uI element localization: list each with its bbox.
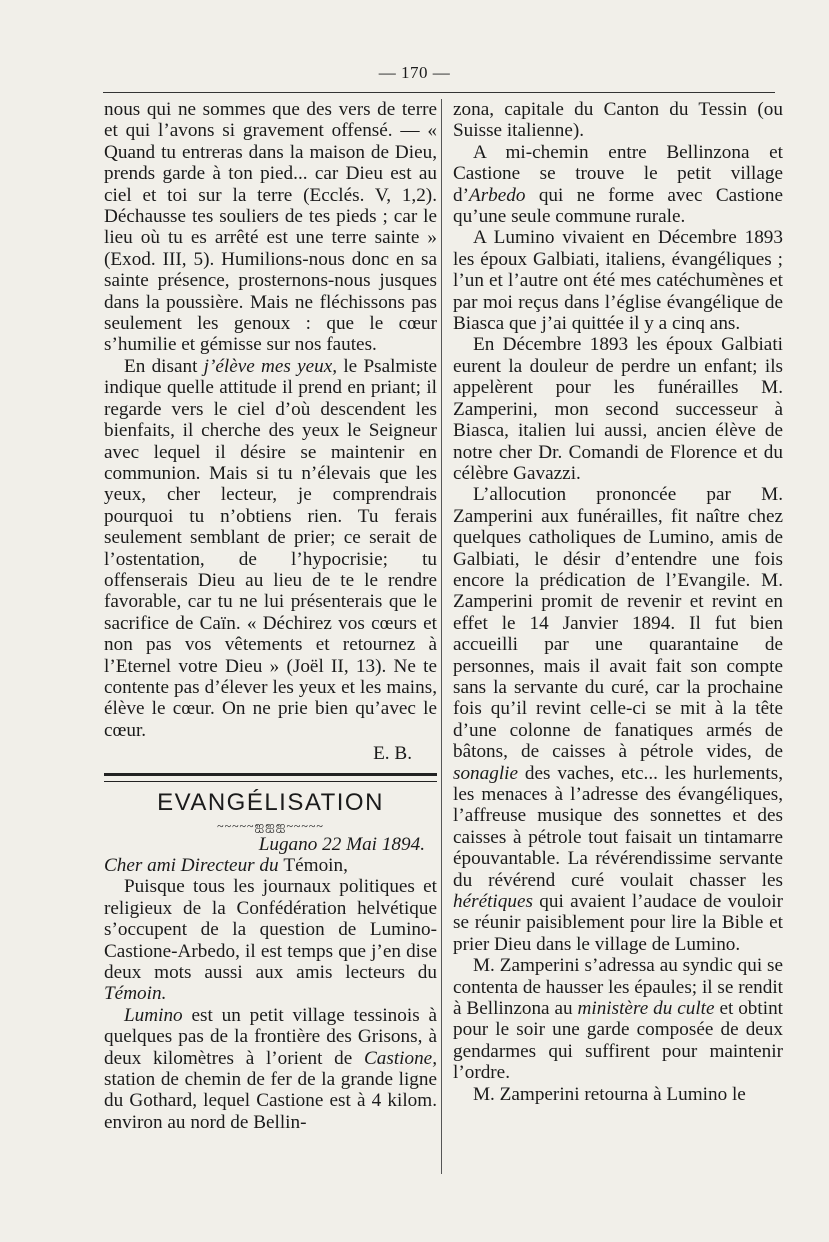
right-paragraph-1: zona, capitale du Canton du Tessin (ou Suisse italienne). [453, 99, 783, 142]
dateline: Lugano 22 Mai 1894. [258, 833, 425, 855]
text-run: En disant [124, 355, 204, 377]
left-paragraph-3 [104, 876, 437, 1004]
italic-run: j’élève mes yeux, [203, 355, 338, 377]
italic-run: ministère du culte [577, 998, 715, 1020]
right-paragraph-6 [453, 955, 783, 1083]
italic-run: hérétiques [453, 891, 533, 913]
text-run: M. Zamperini s’adressa au syndic qui se contenta de hausser les épaules; il se rendit à Bellinzona au [453, 955, 783, 1020]
text-run: est un petit village tessinois à quelques pas de la frontière des Grisons, à deux kilomètres à l’orient de [104, 1004, 437, 1069]
text-run: L’allocution prononcée par M. Zamperini aux funérailles, fit naître chez quelques catholiques de Lumino, amis de Galbiati, le désir d’entendre une fois encore la prédication de l’Evangile. M. Zamperini promit de revenir et revint en effet le 14 Janvier 1894. Il fut bien accueilli par une quarantaine de personnes, mais il avait fait son compte sans la servante du curé, car la prochaine fois qu’il revint celle-ci se mit à la tête d’une colonne de fanatiques armés de bâtons, de caisses à pétrole vides, de [453, 484, 783, 763]
signature: E. B. [373, 743, 412, 765]
text-run: et obtint pour le soir une garde composée de deux gendarmes qui suffirent pour maintenir l’ordre. [453, 998, 783, 1084]
column-divider [441, 99, 442, 1174]
ornament: ~~~~~ஐஐஐ~~~~~ [217, 818, 324, 833]
right-paragraph-3: A Lumino vivaient en Décembre 1893 les époux Galbiati, italiens, évangéliques ; l’un et l’autre ont été mes catéchumènes et par moi reçus dans l’église évangélique de Biasca que j’ai quittée il y a cinq ans. [453, 227, 783, 335]
left-paragraph-2 [104, 356, 437, 741]
left-paragraph-1: nous qui ne sommes que des vers de terre et qui l’avons si gravement offensé. — « Quand tu entreras dans la maison de Dieu, prends garde à ton pied... car Dieu est au ciel et toi sur la terre (Ecclés. V, 1,2). Déchausse tes souliers de tes pieds ; car le lieu où tu es arrêté est une terre sainte » (Exod. III, 5). Humilions-nous donc en sa sainte présence, prosternons-nous jusques dans la poussière. Mais ne fléchissons pas seulement les genoux : que le cœur s’humilie et gémisse sur nos fautes. [104, 99, 437, 356]
text-run: qui ne forme avec Castione qu’une seule commune rurale. [453, 184, 783, 228]
italic-run: Lumino [124, 1004, 183, 1026]
right-paragraph-5 [453, 484, 783, 955]
section-rule [104, 773, 437, 782]
text-run: qui avaient l’audace de vouloir se réunir paisiblement pour lire la Bible et prier Dieu dans le village de Lumino. [453, 891, 783, 955]
header-rule [103, 92, 775, 93]
right-paragraph-7: M. Zamperini retourna à Lumino le [473, 1083, 746, 1105]
text-run: Cher ami Directeur du [104, 855, 284, 876]
text-run: le Psalmiste indique quelle attitude il prend en priant; il regarde vers le ciel d’où descendent les bienfaits, il cherche des yeux le Seigneur avec lequel il désire se maintenir en communion. Mais si tu n’élevais que les yeux, cher lecteur, je comprendrais pourquoi tu n’obtiens rien. Tu ferais seulement semblant de prier; ce serait de l’ostentation, de l’hypocrisie; tu offenserais Dieu au lieu de te le rendre favorable, car tu ne lui présenterais que le sacrifice de Caïn. « Déchirez vos cœurs et non pas vos vêtements et retournez à l’Eternel votre Dieu » (Joël II, 13). Ne te contente pas d’élever les yeux et les mains, élève le cœur. On ne prie bien qu’avec le cœur. [104, 355, 438, 741]
text-run: A mi-chemin entre Bellinzona et Castione se trouve le petit village d’ [453, 141, 783, 206]
text-run: Témoin, [283, 855, 348, 876]
italic-run: Témoin. [104, 983, 167, 1005]
right-paragraph-4: En Décembre 1893 les époux Galbiati eurent la douleur de perdre un enfant; ils appelèrent pour les funérailles M. Zamperini, mon second successeur à Biasca, italien lui aussi, ancien élève de notre cher Dr. Comandi de Florence et du célèbre Gavazzi. [453, 334, 783, 484]
text-run: station de chemin de fer de la grande ligne du Gothard, lequel Castione est à 4 kilom. environ au nord de Bellin- [104, 1069, 437, 1133]
section-title: EVANGÉLISATION [157, 788, 384, 816]
text-run: Puisque tous les journaux politiques et religieux de la Confédération helvétique s’occupent de la question de Lumino-Castione-Arbedo, il est temps que j’en dise deux mots aussi aux amis lecteurs du [104, 876, 437, 984]
left-column [104, 99, 437, 1133]
salutation [104, 855, 437, 876]
italic-run: sonaglie [453, 762, 519, 784]
text-run: des vaches, etc... les hurlements, les menaces à l’adresse des évangéliques, l’affreuse musique des sonnettes et des caisses à pétrole tout faisait un tintamarre épouvantable. La révérendissime servante du révérend curé voulait chasser les [453, 762, 783, 891]
page-number: — 170 — [378, 63, 451, 82]
right-column [453, 99, 783, 1105]
italic-run: Castione, [363, 1047, 437, 1069]
italic-run: Arbedo [468, 184, 526, 206]
left-paragraph-4 [104, 1005, 437, 1133]
right-paragraph-2 [453, 142, 783, 228]
